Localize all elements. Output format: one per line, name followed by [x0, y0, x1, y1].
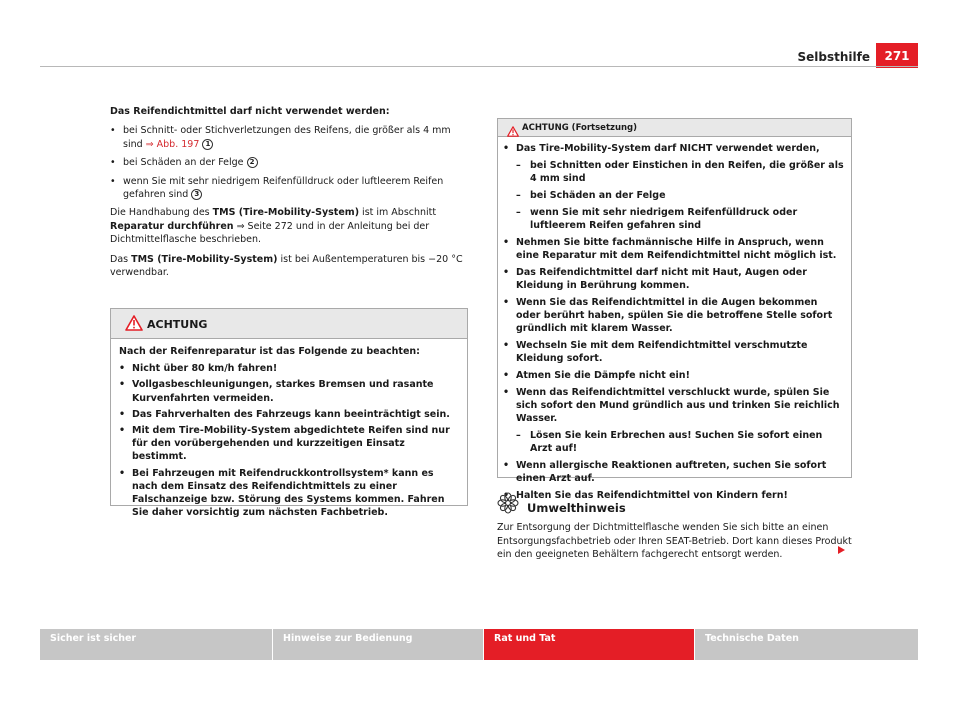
list-item: • Wenn Sie das Reifendichtmittel in die Augen bekommen oder berührt haben, spülen Sie die betroffene Stelle sofort gründlich mit klarem Wasser.: [503, 297, 833, 334]
warning-intro: Nach der Reifenreparatur ist das Folgende zu beachten:: [119, 346, 420, 357]
list-item: • Das Reifendichtmittel darf nicht mit Haut, Augen oder Kleidung in Berührung kommen.: [503, 267, 807, 291]
page-header-title: Selbsthilfe: [797, 50, 870, 64]
list-item: • Atmen Sie die Dämpfe nicht ein!: [503, 370, 690, 381]
list-item: • Wenn das Reifendichtmittel verschluckt wurde, spülen Sie sich sofort den Mund gründlich aus und trinken Sie reichlich Wasser.: [503, 387, 840, 424]
sub-item: – Lösen Sie kein Erbrechen aus! Suchen Sie sofort einen Arzt auf!: [516, 430, 823, 454]
sub-item: – bei Schnitten oder Einstichen in den Reifen, die größer als 4 mm sind: [516, 160, 844, 184]
list-item: [110, 156, 468, 169]
list-item: • Halten Sie das Reifendichtmittel von Kindern fern!: [503, 490, 788, 501]
list-item: • Wenn allergische Reaktionen auftreten, suchen Sie sofort einen Arzt auf.: [503, 460, 827, 484]
list-item: • Bei Fahrzeugen mit Reifendruckkontrollsystem* kann es nach dem Einsatz des Reifendichtmittels zu einer Falschanzeige bzw. Störung des Systems kommen. Fahren Sie daher vorsichtig zum nächsten Fachbetrieb.: [119, 467, 445, 519]
bullet: •: [110, 175, 116, 187]
page-reference: ⇒ Seite 272 und in der Anleitung bei der Dichtmittelflasche beschrieben.: [110, 220, 430, 246]
warning-header: [498, 119, 851, 137]
list-item: • Nehmen Sie bitte fachmännische Hilfe in Anspruch, wenn eine Reparatur mit dem Reifendichtmittel nicht möglich ist.: [503, 237, 837, 261]
list-item-text: bei Schnitt- oder Stichverletzungen des Reifens, die größer als 4 mm sind: [123, 125, 451, 150]
warning-header: [111, 309, 467, 339]
environment-label: Umwelthinweis: [527, 500, 626, 515]
tab-rat-und-tat[interactable]: Rat und Tat: [484, 629, 695, 660]
tab-technische-daten[interactable]: Technische Daten: [695, 629, 918, 660]
sub-item: – bei Schäden an der Felge: [516, 190, 666, 201]
left-column: [110, 105, 468, 285]
footer-nav: [40, 629, 918, 660]
warning-label: ACHTUNG: [147, 318, 208, 331]
paragraph-handling: Die Handhabung des TMS (Tire-Mobility-System) ist im Abschnitt Reparatur durchführen ⇒ Seite 272 und in der Anleitung bei der Dichtmittelflasche beschrieben.: [110, 207, 437, 246]
flower-icon: [497, 492, 519, 518]
list-item: • Das Fahrverhalten des Fahrzeugs kann beeinträchtigt sein.: [119, 408, 450, 420]
section-heading: Das Reifendichtmittel darf nicht verwendet werden:: [110, 106, 390, 117]
warning-content: [498, 137, 851, 502]
sub-item: – wenn Sie mit sehr niedrigem Reifenfülldruck oder luftleerem Reifen gefahren sind: [516, 207, 798, 231]
paragraph-temperature: Das TMS (Tire-Mobility-System) ist bei Außentemperaturen bis −20 °C verwendbar.: [110, 253, 463, 279]
tab-sicher-ist-sicher[interactable]: Sicher ist sicher: [40, 629, 273, 660]
tab-hinweise-zur-bedienung[interactable]: Hinweise zur Bedienung: [273, 629, 484, 660]
bullet: •: [110, 125, 116, 137]
marker-1: 1: [202, 139, 213, 150]
marker-3: 3: [191, 189, 202, 200]
section-reference: Reparatur durchführen: [110, 220, 234, 232]
environment-header: [497, 492, 855, 518]
list-item: • Das Tire-Mobility-System darf NICHT verwendet werden,: [503, 143, 820, 154]
header-divider: [40, 66, 918, 67]
list-item: • Nicht über 80 km/h fahren!: [119, 363, 278, 375]
bullet: •: [110, 157, 116, 169]
marker-2: 2: [247, 157, 258, 168]
list-item: • Wechseln Sie mit dem Reifendichtmittel verschmutzte Kleidung sofort.: [503, 340, 808, 364]
warning-content: [111, 339, 467, 519]
list-item: • Vollgasbeschleunigungen, starkes Bremsen und rasante Kurvenfahrten vermeiden.: [119, 379, 434, 404]
list-item-text: bei Schäden an der Felge: [123, 157, 244, 169]
page-number: 271: [876, 43, 918, 68]
environment-text: Zur Entsorgung der Dichtmittelflasche wenden Sie sich bitte an einen Entsorgungsfachbetrieb oder Ihren SEAT-Betrieb. Dort kann dieses Produkt ein den geeigneten Behältern fachgerecht entsorgt werden.: [497, 522, 852, 561]
figure-reference-link[interactable]: ⇒ Abb. 197: [145, 138, 200, 150]
list-item: [110, 175, 468, 202]
warning-triangle-icon: [507, 122, 519, 141]
environment-note: [497, 492, 855, 562]
triangle-right-icon[interactable]: [838, 546, 845, 554]
list-item: • Mit dem Tire-Mobility-System abgedichtete Reifen sind nur für den vorübergehenden und kurzzeitigen Einsatz bestimmt.: [119, 425, 450, 463]
warning-triangle-icon: [125, 315, 143, 335]
warning-label: ACHTUNG (Fortsetzung): [522, 123, 638, 133]
list-item-text: wenn Sie mit sehr niedrigem Reifenfülldruck oder luftleerem Reifen gefahren sind: [123, 175, 444, 201]
warning-box-continued: [497, 118, 852, 501]
warning-box: [110, 308, 468, 519]
list-item: [110, 124, 468, 151]
